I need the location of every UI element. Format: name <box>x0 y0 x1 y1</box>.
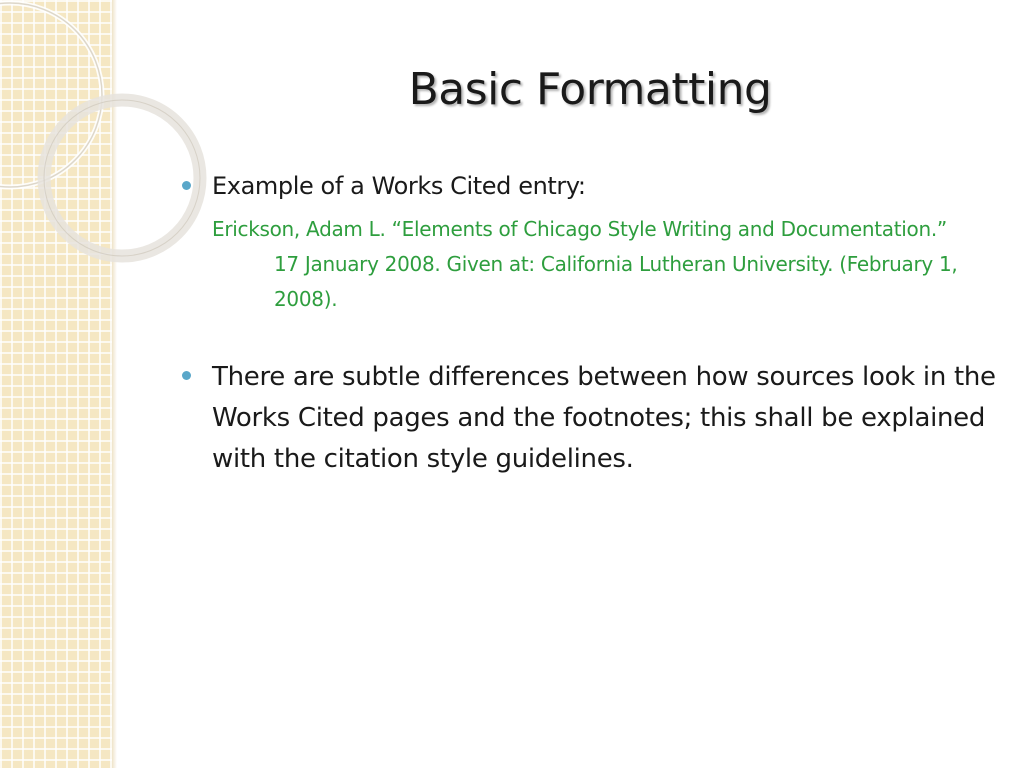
slide-content <box>178 170 1000 480</box>
bullet-text: There are subtle differences between how sources look in the Works Cited pages and the footnotes; this shall be explained with the citation style guidelines. <box>212 362 996 474</box>
bullet-dot-icon <box>182 181 191 190</box>
bullet-text: Example of a Works Cited entry: <box>212 172 586 200</box>
citation-example: Erickson, Adam L. “Elements of Chicago Style Writing and Documentation.” 17 January 2008. Given at: California Lutheran University. (February 1, 2008). <box>212 217 958 311</box>
ring-decoration-icon <box>0 0 140 260</box>
bullet-dot-icon <box>182 371 191 380</box>
slide-title: Basic Formatting <box>408 64 772 115</box>
bullet-item <box>178 357 1000 480</box>
bullet-item <box>178 170 1000 202</box>
